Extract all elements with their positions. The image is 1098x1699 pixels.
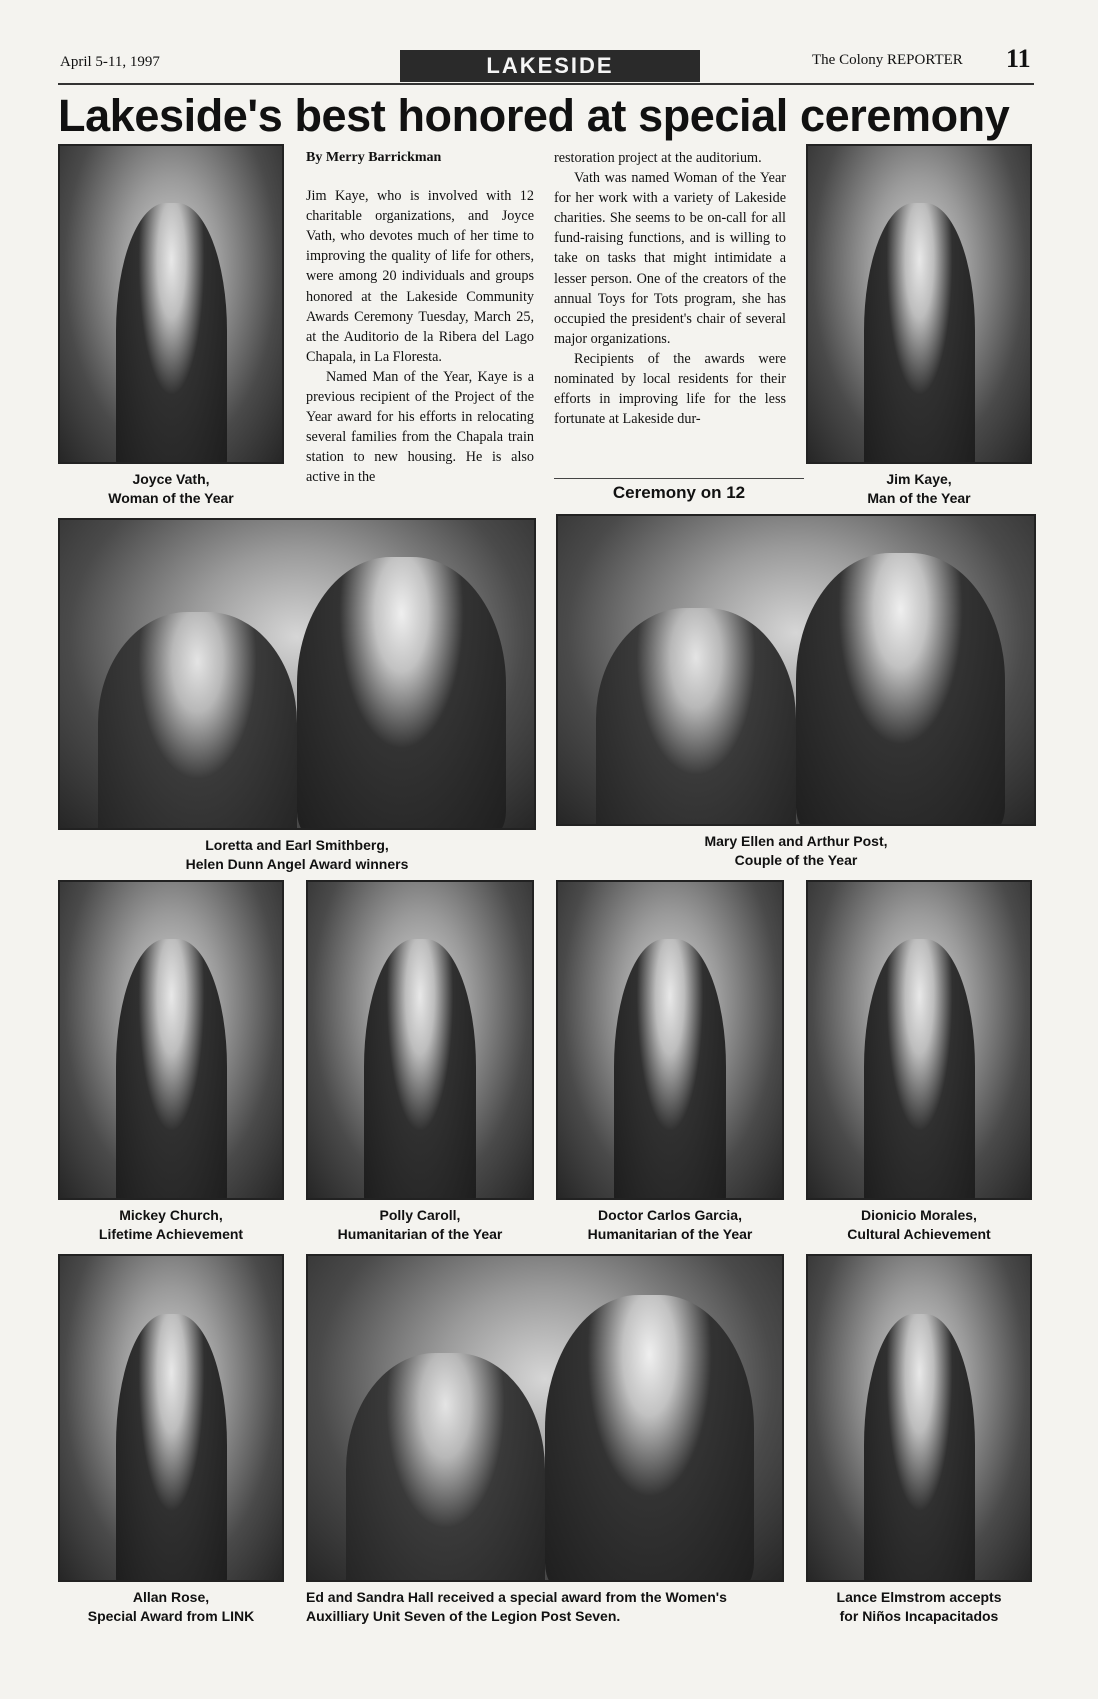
caption-line: Doctor Carlos Garcia, <box>598 1207 742 1223</box>
caption-carlos-garcia <box>556 1206 784 1244</box>
photo-post <box>556 514 1036 826</box>
photo-jim-kaye <box>806 144 1032 464</box>
caption-ed-sandra-hall <box>306 1588 784 1626</box>
paper-name: The Colony REPORTER <box>812 52 963 68</box>
issue-date: April 5-11, 1997 <box>60 54 160 70</box>
caption-line: Helen Dunn Angel Award winners <box>185 856 409 872</box>
caption-allan-rose <box>58 1588 284 1626</box>
caption-line: Mary Ellen and Arthur Post, <box>704 833 888 849</box>
caption-line: Cultural Achievement <box>847 1226 991 1242</box>
caption-post <box>556 832 1036 870</box>
photo-smithberg <box>58 518 536 830</box>
caption-dionicio-morales <box>806 1206 1032 1244</box>
caption-line: Man of the Year <box>867 490 971 506</box>
byline: By Merry Barrickman <box>306 150 442 165</box>
caption-line: Lance Elmstrom accepts <box>836 1589 1002 1605</box>
caption-line: Humanitarian of the Year <box>337 1226 503 1242</box>
paragraph: restoration project at the auditorium. <box>554 150 762 166</box>
caption-line: Ed and Sandra Hall received a special award from the Women's <box>306 1589 727 1605</box>
photo-dionicio-morales <box>806 880 1032 1200</box>
article-column-2 <box>554 148 786 429</box>
caption-line: Mickey Church, <box>119 1207 223 1223</box>
photo-joyce-vath <box>58 144 284 464</box>
jump-line: Ceremony on 12 <box>554 478 804 503</box>
paragraph: Named Man of the Year, Kaye is a previous recipient of the Project of the Year award for his efforts in relocating several families from the Chapala train station to new housing. He is also active in the <box>306 368 534 486</box>
caption-line: Lifetime Achievement <box>98 1226 244 1242</box>
caption-jim-kaye <box>806 470 1032 508</box>
caption-line: Polly Caroll, <box>379 1207 461 1223</box>
caption-line: Allan Rose, <box>132 1589 210 1605</box>
photo-carlos-garcia <box>556 880 784 1200</box>
paragraph: Vath was named Woman of the Year for her work with a variety of Lakeside charities. She seems to be on-call for all fund-raising functions, and is willing to take on tasks that might intimidate a lesser person. One of the creators of the annual Toys for Tots program, she has occupied the president's chair of several major organizations. <box>554 170 786 347</box>
caption-joyce-vath <box>58 470 284 508</box>
photo-lance-elmstrom <box>806 1254 1032 1582</box>
photo-ed-sandra-hall <box>306 1254 784 1582</box>
caption-line: Loretta and Earl Smithberg, <box>205 837 389 853</box>
photo-mickey-church <box>58 880 284 1200</box>
paragraph: Jim Kaye, who is involved with 12 charitable organizations, and Joyce Vath, who devotes much of her time to improving the quality of life for others, were among 20 individuals and groups honored at the Lakeside Community Awards Ceremony Tuesday, March 25, at the Auditorio de la Ribera del Lago Chapala, in La Floresta. <box>306 188 534 365</box>
caption-line: Auxilliary Unit Seven of the Legion Post Seven. <box>306 1608 621 1624</box>
caption-line: Couple of the Year <box>734 852 858 868</box>
caption-mickey-church <box>58 1206 284 1244</box>
caption-line: for Niños Incapacitados <box>839 1608 999 1624</box>
masthead-rule <box>58 83 1034 85</box>
page-number: 11 <box>1006 44 1031 73</box>
caption-smithberg <box>58 836 536 874</box>
article-column-1 <box>306 148 534 488</box>
caption-polly-caroll <box>306 1206 534 1244</box>
caption-lance-elmstrom <box>806 1588 1032 1626</box>
section-banner: LAKESIDE <box>400 50 700 82</box>
photo-allan-rose <box>58 1254 284 1582</box>
caption-line: Special Award from LINK <box>87 1608 255 1624</box>
caption-line: Woman of the Year <box>108 490 234 506</box>
caption-line: Joyce Vath, <box>132 471 210 487</box>
photo-polly-caroll <box>306 880 534 1200</box>
paragraph: Recipients of the awards were nominated by local residents for their efforts in improving life for the less fortunate at Lakeside dur- <box>554 350 786 428</box>
headline: Lakeside's best honored at special ceremony <box>58 90 1010 141</box>
caption-line: Humanitarian of the Year <box>587 1226 753 1242</box>
caption-line: Dionicio Morales, <box>861 1207 977 1223</box>
caption-line: Jim Kaye, <box>886 471 952 487</box>
